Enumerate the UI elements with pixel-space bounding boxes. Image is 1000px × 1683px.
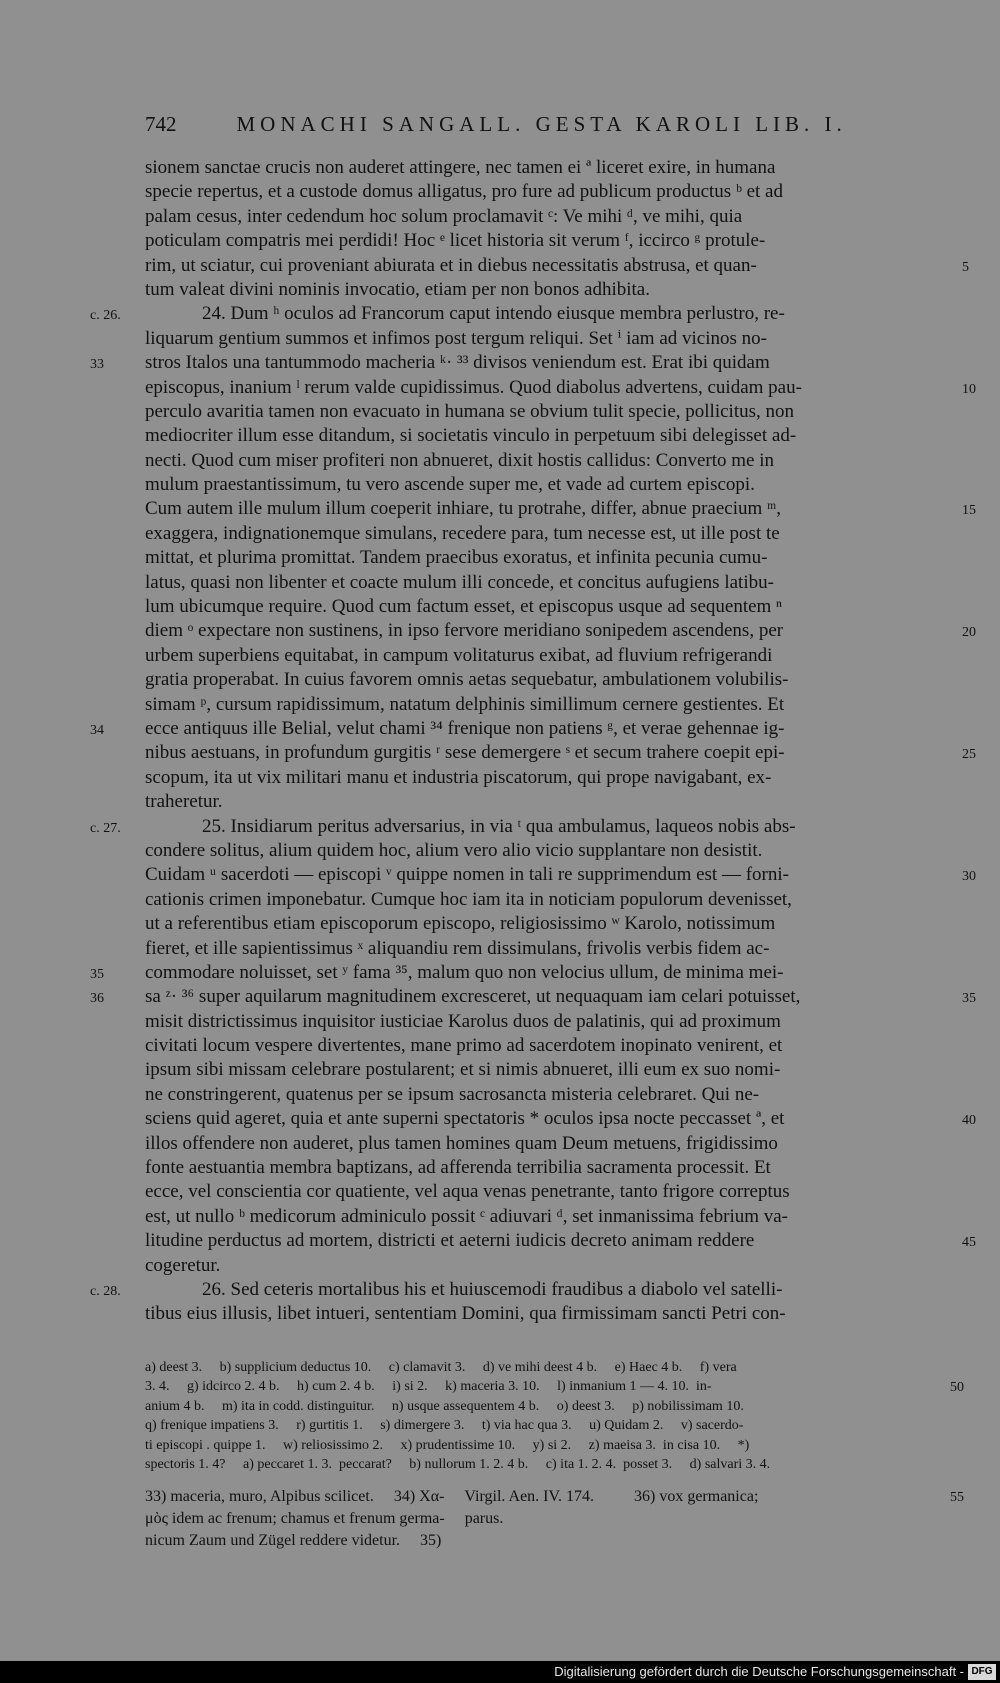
line-number: 10 (962, 381, 976, 397)
variant-apparatus (145, 1358, 964, 1474)
line-text: mulum praestantissimum, tu vero ascende super me, et vade ad curtem episcopi. (145, 474, 755, 496)
line-text: Cuidam ᵘ sacerdoti — episcopi ᵛ quippe nomen in tali re supprimendum est — forni- (145, 864, 789, 886)
text-line (145, 619, 976, 643)
running-header (145, 112, 860, 137)
text-line (145, 1436, 945, 1455)
line-text: latus, quasi non libenter et coacte mulum illi concede, et concitus aufugiens latibu- (145, 571, 774, 593)
line-text: simam ᵖ, cursum rapidissimum, natatum delphinis simillimum cernere gestientes. Et (145, 693, 785, 715)
line-text: fieret, et ille sapientissimus ˣ aliquandiu rem dissimulans, frivolis verbis fidem ac- (145, 937, 770, 959)
text-line (145, 400, 945, 424)
text-line (145, 205, 945, 229)
margin-note: c. 27. (90, 820, 121, 836)
line-text: 26. Sed ceteris mortalibus his et huiuscemodi fraudibus a diabolo vel satelli- (202, 1278, 783, 1300)
text-line (145, 497, 976, 521)
line-number: 25 (962, 747, 976, 763)
line-text: a) deest 3. b) supplicium deductus 10. c) clamavit 3. d) ve mihi deest 4 b. e) Haec 4 b. f) vera (145, 1360, 737, 1375)
text-line (145, 1397, 945, 1416)
margin-note: c. 26. (90, 308, 121, 324)
line-text: urbem superbiens equitabat, in campum volitaturus exibat, ad fluvium refrigerandi (145, 644, 773, 666)
text-line (145, 1229, 976, 1253)
line-number: 20 (962, 625, 976, 641)
margin-note: c. 28. (90, 1283, 121, 1299)
running-title: MONACHI SANGALL. GESTA KAROLI LIB. I. (236, 112, 847, 136)
text-line (145, 741, 976, 765)
line-number: 5 (962, 259, 969, 275)
text-line (145, 1530, 945, 1552)
margin-note: 35 (90, 966, 104, 982)
text-line (145, 790, 945, 814)
line-text: sciens quid ageret, quia et ante superni spectatoris * oculos ipsa nocte peccasset ª, et (145, 1108, 785, 1130)
line-text: illos offendere non auderet, plus tamen homines quam Deum metuens, frigidissimo (145, 1132, 778, 1154)
text-line (145, 1156, 945, 1180)
text-line (145, 888, 945, 912)
line-text: cogeretur. (145, 1254, 221, 1276)
text-line (145, 1455, 945, 1474)
line-text: mittat, et plurima promittat. Tandem praecibus exoratus, et infinita pecunia cumu- (145, 547, 768, 569)
line-text: stros Italos una tantummodo macheria ᵏ· ³³ divisos veniendum est. Erat ibi quidam (145, 352, 770, 374)
text-line (145, 839, 945, 863)
margin-note: 34 (90, 722, 104, 738)
line-text: 24. Dum ʰ oculos ad Francorum caput intendo eiusque membra perlustro, re- (202, 303, 785, 325)
text-line (145, 644, 945, 668)
text-line (145, 254, 969, 278)
line-text: ut a referentibus etiam episcoporum episcopo, religiosissimo ʷ Karolo, notissimum (145, 913, 776, 935)
line-text: ne constringerent, quatenus per se ipsum sacrosancta misteria celebraret. Qui ne- (145, 1083, 760, 1105)
text-line (145, 1486, 964, 1508)
line-number: 30 (962, 869, 976, 885)
line-text: mediocriter illum esse ditandum, si societatis vinculo in perpetuum sibi delegisset ad- (145, 425, 797, 447)
line-text: cationis crimen imponebatur. Cumque hoc iam ita in noticiam populorum devenisset, (145, 888, 792, 910)
text-line (90, 351, 945, 375)
text-line (145, 912, 945, 936)
text-line (145, 668, 945, 692)
text-line (145, 693, 945, 717)
text-line (145, 1058, 945, 1082)
line-text: nicum Zaum und Zügel reddere videtur. 35) (145, 1532, 442, 1549)
line-number: 35 (962, 991, 976, 1007)
line-text: est, ut nullo ᵇ medicorum adminiculo possit ᶜ adiuvari ᵈ, set inmanissima febrium va- (145, 1205, 789, 1227)
line-number: 50 (950, 1380, 964, 1396)
line-text: sa ᶻ· ³⁶ super aquilarum magnitudinem excresceret, ut nequaquam iam celari potuisset, (145, 986, 801, 1008)
text-line (145, 1132, 945, 1156)
text-line (145, 1205, 945, 1229)
line-text: sionem sanctae crucis non auderet attingere, nec tamen ei ª liceret exire, in humana (145, 157, 776, 178)
line-text: 3. 4. g) idcirco 2. 4 b. h) cum 2. 4 b. i) si 2. k) maceria 3. 10. l) inmanium 1 — 4. 10. in- (145, 1379, 712, 1395)
text-line (145, 473, 945, 497)
line-number: 40 (962, 1113, 976, 1129)
text-line (145, 449, 945, 473)
footer-credit: Digitalisierung gefördert durch die Deutsche Forschungsgemeinschaft - (554, 1664, 964, 1679)
text-line (145, 1107, 976, 1131)
text-line (145, 1254, 945, 1278)
line-text: perculo avaritia tamen non evacuato in humana se obvium tulit specie, pollicitus, non (145, 400, 794, 422)
line-text: tum valeat divini nominis invocatio, etiam per non bonos adhibita. (145, 278, 650, 300)
text-line (145, 376, 976, 400)
line-text: civitati locum vespere divertentes, mane primo ad sacerdotem inopinato venirent, et (145, 1035, 783, 1057)
line-text: ti episcopi . quippe 1. w) reliosissimo 2. x) prudentissime 10. y) si 2. z) maeisa 3. in cisa 10. *) (145, 1437, 750, 1453)
text-line (145, 1358, 945, 1377)
text-line (145, 937, 945, 961)
line-text: traheretur. (145, 791, 223, 813)
digitization-footer (0, 1661, 1000, 1683)
text-line (145, 180, 945, 204)
line-text: spectoris 1. 4? a) peccaret 1. 3. peccarat? b) nullorum 1. 2. 4 b. c) ita 1. 2. 4. posset 3. d) salvari 3. 4. (145, 1456, 771, 1472)
text-line (90, 302, 945, 326)
dfg-logo: DFG (968, 1664, 996, 1680)
text-line (145, 1302, 945, 1326)
text-line (145, 278, 945, 302)
line-text: specie repertus, et a custode domus alligatus, pro fure ad publicum productus ᵇ et ad (145, 181, 783, 203)
text-line (145, 571, 945, 595)
text-line (145, 424, 945, 448)
line-text: litudine perductus ad mortem, districti et aeterni iudicis decreto animam reddere (145, 1230, 755, 1252)
line-text: necti. Quod cum miser profiteri non abnueret, dixit hostis callidus: Converto me in (145, 449, 774, 471)
text-line (90, 815, 945, 839)
line-text: ipsum sibi missam celebrare postularent; et si nimis abnueret, illi eum ex suo nomi- (145, 1059, 781, 1081)
margin-note: 33 (90, 357, 104, 373)
text-line (90, 961, 945, 985)
line-text: μὸς idem ac frenum; chamus et frenum germa- parus. (145, 1510, 504, 1527)
margin-note: 36 (90, 991, 104, 1007)
page-number: 742 (145, 112, 177, 136)
line-text: misit districtissimus inquisitor iusticiae Karolus duos de palatinis, qui ad proximum (145, 1010, 781, 1032)
line-text: anium 4 b. m) ita in codd. distinguitur. n) usque assequentem 4 b. o) deest 3. p) nobilissimam 10. (145, 1398, 744, 1414)
explanatory-notes (145, 1486, 964, 1552)
line-text: condere solitus, alium quidem hoc, alium vero alio vicio supplantare non desistit. (145, 839, 763, 861)
line-text: palam cesus, inter cedendum hoc solum proclamavit ᶜ: Ve mihi ᵈ, ve mihi, quia (145, 205, 743, 227)
text-line (145, 1083, 945, 1107)
line-text: Cum autem ille mulum illum coeperit inhiare, tu protrahe, differ, abnue praecium ᵐ, (145, 498, 782, 520)
line-text: lum ubicumque require. Quod cum factum esset, et episcopus usque ad sequentem ⁿ (145, 596, 783, 618)
line-text: rim, ut sciatur, cui proveniant abiurata et in diebus necessitatis abstrusa, et quan- (145, 254, 757, 276)
text-line (145, 1377, 964, 1396)
line-text: gratia properabat. In cuius favorem omnis aetas sequebatur, ambulationem volubilis- (145, 669, 789, 691)
line-text: nibus aestuans, in profundum gurgitis ʳ sese demergere ˢ et secum trahere coepit epi- (145, 742, 785, 764)
line-number: 15 (962, 503, 976, 519)
line-text: exaggera, indignationemque simulans, recedere para, tum necesse est, ut ille post te (145, 522, 780, 544)
line-text: liquarum gentium summos et infimos post tergum reliqui. Set ⁱ iam ad vicinos no- (145, 327, 767, 349)
text-line (145, 1508, 945, 1530)
line-text: scopum, ita ut vix militari manu et industria piscatorum, qui prope navigabant, ex- (145, 766, 772, 788)
text-line (145, 1034, 945, 1058)
text-line (145, 522, 945, 546)
text-line (145, 1180, 945, 1204)
line-text: 33) maceria, muro, Alpibus scilicet. 34) Χα- Virgil. Aen. IV. 174. 36) vox germanica; (145, 1488, 759, 1505)
line-text: tibus eius illusis, libet intueri, sententiam Domini, qua firmissimam sancti Petri con- (145, 1303, 786, 1325)
line-text: poticulam compatris mei perdidi! Hoc ᵉ licet historia sit verum ᶠ, iccirco ᵍ protule- (145, 230, 766, 252)
text-line (90, 717, 945, 741)
text-line (145, 766, 945, 790)
line-text: diem ᵒ expectare non sustinens, in ipso fervore meridiano sonipedem ascendens, per (145, 620, 784, 642)
line-text: commodare noluisset, set ʸ fama ³⁵, malum quo non velocius ullum, de minima mei- (145, 961, 784, 983)
main-text-block (90, 156, 976, 1327)
text-line (145, 229, 945, 253)
text-line (145, 595, 945, 619)
text-line (145, 546, 945, 570)
line-text: fonte aestuantia membra baptizans, ad afferenda terribilia sacramenta processit. Et (145, 1157, 771, 1179)
text-line (145, 1416, 945, 1435)
text-line (90, 985, 976, 1009)
text-line (90, 1278, 945, 1302)
line-text: ecce, vel conscientia cor quatiente, vel aqua venas penetrante, tanto frigore correptus (145, 1181, 790, 1203)
line-text: 25. Insidiarum peritus adversarius, in via ᵗ qua ambulamus, laqueos nobis abs- (202, 815, 796, 837)
text-line (145, 327, 945, 351)
text-line (145, 863, 976, 887)
line-text: ecce antiquus ille Belial, velut chami ³⁴ frenique non patiens ᵍ, et verae gehennae ig- (145, 717, 785, 739)
line-text: q) frenique impatiens 3. r) gurtitis 1. s) dimergere 3. t) via hac qua 3. u) Quidam 2. v) sacerdo- (145, 1418, 744, 1434)
line-number: 55 (950, 1490, 964, 1505)
line-number: 45 (962, 1235, 976, 1251)
text-line (145, 1010, 945, 1034)
text-line (145, 156, 945, 180)
line-text: episcopus, inanium ˡ rerum valde cupidissimus. Quod diabolus advertens, cuidam pau- (145, 376, 802, 398)
